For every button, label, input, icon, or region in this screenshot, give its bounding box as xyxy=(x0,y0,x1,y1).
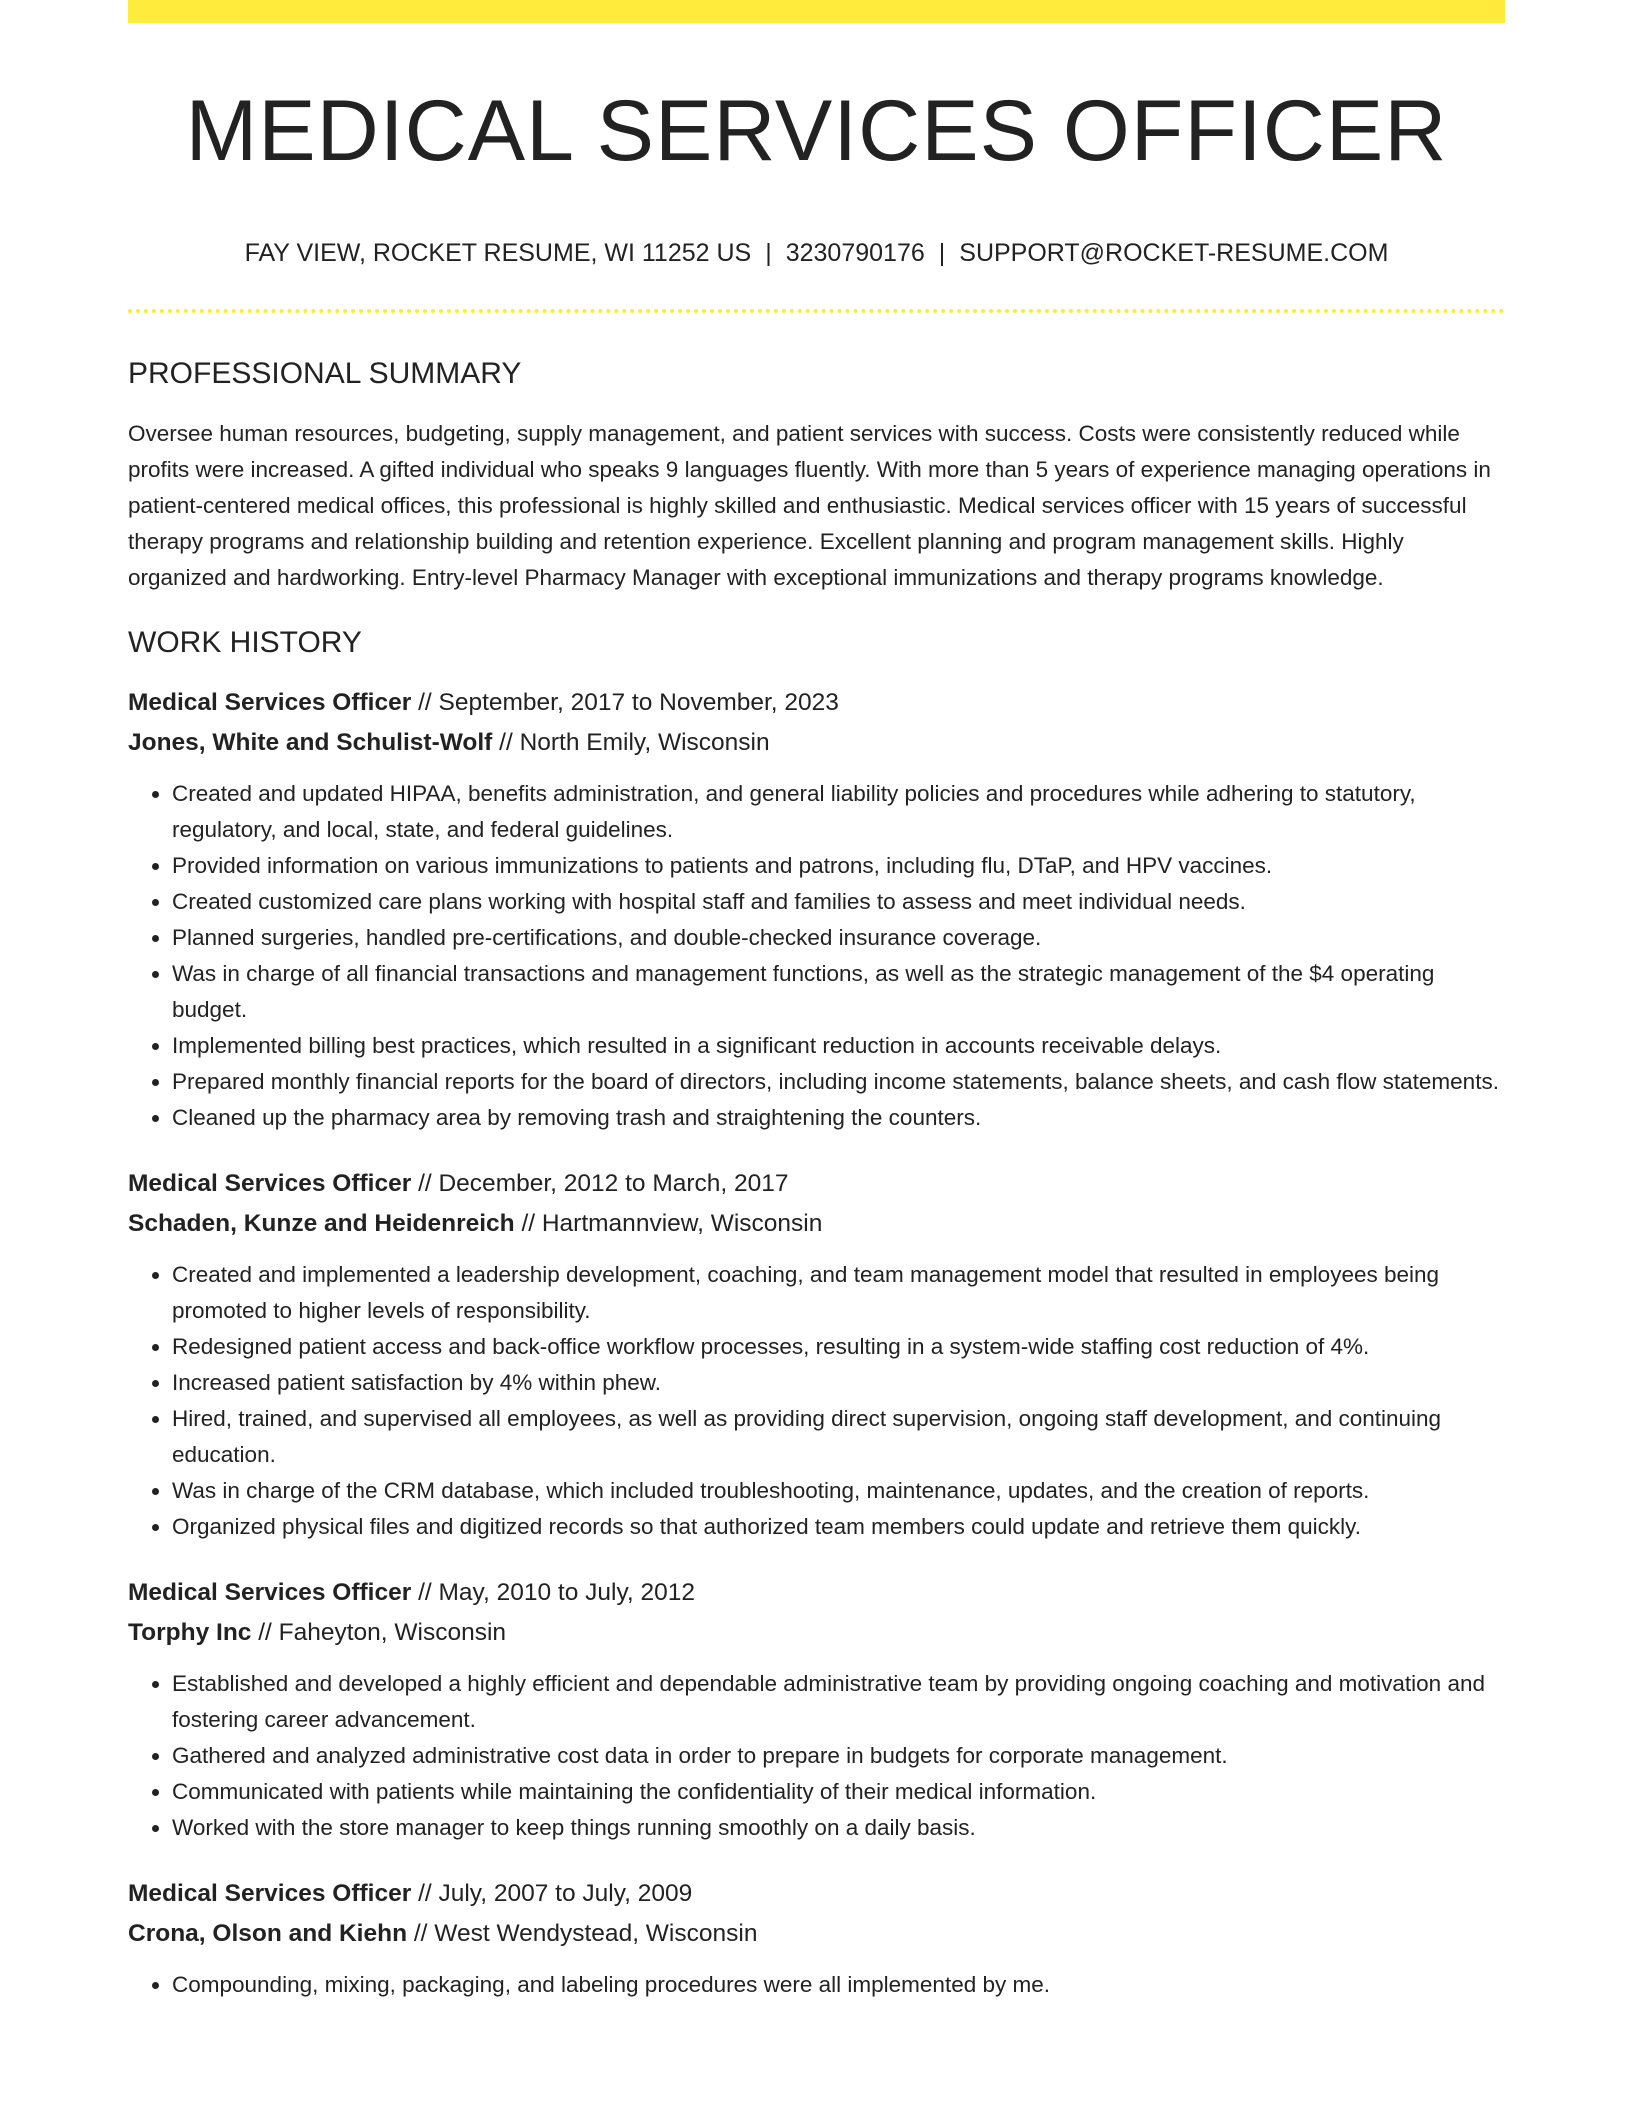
job-bullet: • Cleaned up the pharmacy area by removing trash and straightening the counters. xyxy=(172,1100,1505,1136)
job-dates: // May, 2010 to July, 2012 xyxy=(411,1579,695,1606)
job-bullet: • Created customized care plans working with hospital staff and families to assess and meet individual needs. xyxy=(172,884,1505,920)
job-bullet: • Compounding, mixing, packaging, and labeling procedures were all implemented by me. xyxy=(172,1967,1505,2003)
job-role-line xyxy=(128,683,1505,723)
job-dates: // September, 2017 to November, 2023 xyxy=(411,689,839,716)
job-entry xyxy=(128,1874,1505,2003)
contact-separator: | xyxy=(765,239,772,267)
job-bullet: • Hired, trained, and supervised all employees, as well as providing direct supervision, ongoing staff development, and continuing education. xyxy=(172,1401,1505,1473)
job-entry xyxy=(128,1164,1505,1545)
job-role: Medical Services Officer xyxy=(128,689,412,716)
contact-separator: | xyxy=(938,239,946,267)
job-bullet: • Planned surgeries, handled pre-certifications, and double-checked insurance coverage. xyxy=(172,920,1505,956)
job-bullet: • Communicated with patients while maintaining the confidentiality of their medical information. xyxy=(172,1774,1505,1810)
job-bullets xyxy=(128,1257,1505,1545)
job-bullet: • Redesigned patient access and back-office workflow processes, resulting in a system-wide staffing cost reduction of 4%. xyxy=(172,1329,1505,1365)
candidate-title: MEDICAL SERVICES OFFICER xyxy=(185,83,1448,179)
job-bullet: • Established and developed a highly efficient and dependable administrative team by providing ongoing coaching and motivation and fostering career advancement. xyxy=(172,1666,1505,1738)
dotted-divider xyxy=(128,309,1505,313)
job-role: Medical Services Officer xyxy=(128,1170,412,1197)
contact-address: FAY VIEW, ROCKET RESUME, WI 11252 US xyxy=(244,239,752,267)
job-bullet: • Provided information on various immunizations to patients and patrons, including flu, DTaP, and HPV vaccines. xyxy=(172,848,1505,884)
job-dates: // July, 2007 to July, 2009 xyxy=(411,1880,693,1907)
resume-page xyxy=(128,0,1505,2003)
job-company: Schaden, Kunze and Heidenreich xyxy=(128,1210,515,1237)
job-dates: // December, 2012 to March, 2017 xyxy=(411,1170,789,1197)
job-company-line xyxy=(128,1613,1505,1653)
summary-text: Oversee human resources, budgeting, supply management, and patient services with success. Costs were consistently reduced while profits were increased. A gifted individual who speaks 9 languages fluently. With more than 5 years of experience managing operations in patient-centered medical offices, this professional is highly skilled and enthusiastic. Medical services officer with 15 years of successful therapy programs and relationship building and retention experience. Excellent planning and program management skills. Highly organized and hardworking. Entry-level Pharmacy Manager with exceptional immunizations and therapy programs knowledge. xyxy=(128,421,1491,590)
job-company: Torphy Inc xyxy=(128,1619,252,1646)
job-role-line xyxy=(128,1573,1505,1613)
job-bullet: • Prepared monthly financial reports for the board of directors, including income statements, balance sheets, and cash flow statements. xyxy=(172,1064,1505,1100)
contact-phone: 3230790176 xyxy=(785,239,925,267)
job-bullet: • Increased patient satisfaction by 4% within phew. xyxy=(172,1365,1505,1401)
job-bullets xyxy=(128,1666,1505,1846)
job-bullet: • Worked with the store manager to keep things running smoothly on a daily basis. xyxy=(172,1810,1505,1846)
contact-line xyxy=(128,238,1505,268)
job-bullet: • Was in charge of all financial transactions and management functions, as well as the strategic management of the $4 operating budget. xyxy=(172,956,1505,1028)
job-location: // West Wendystead, Wisconsin xyxy=(407,1920,758,1947)
job-role-line xyxy=(128,1874,1505,1914)
job-bullets xyxy=(128,776,1505,1136)
contact-email: SUPPORT@ROCKET-RESUME.COM xyxy=(959,239,1389,267)
job-company-line xyxy=(128,1204,1505,1244)
job-company-line xyxy=(128,723,1505,763)
job-company: Crona, Olson and Kiehn xyxy=(128,1920,408,1947)
job-role-line xyxy=(128,1164,1505,1204)
job-bullet: • Created and implemented a leadership development, coaching, and team management model that resulted in employees being promoted to higher levels of responsibility. xyxy=(172,1257,1505,1329)
job-bullet: • Was in charge of the CRM database, which included troubleshooting, maintenance, updates, and the creation of reports. xyxy=(172,1473,1505,1509)
job-entry xyxy=(128,683,1505,1136)
job-location: // North Emily, Wisconsin xyxy=(492,729,770,756)
summary-heading: PROFESSIONAL SUMMARY xyxy=(128,357,522,390)
work-history-heading: WORK HISTORY xyxy=(128,626,362,659)
job-bullet: • Organized physical files and digitized records so that authorized team members could update and retrieve them quickly. xyxy=(172,1509,1505,1545)
accent-bar xyxy=(128,0,1505,23)
job-company: Jones, White and Schulist-Wolf xyxy=(128,729,493,756)
job-location: // Faheyton, Wisconsin xyxy=(251,1619,507,1646)
job-location: // Hartmannview, Wisconsin xyxy=(514,1210,823,1237)
job-company-line xyxy=(128,1914,1505,1954)
job-role: Medical Services Officer xyxy=(128,1880,412,1907)
job-entry xyxy=(128,1573,1505,1846)
job-bullet: • Gathered and analyzed administrative cost data in order to prepare in budgets for corporate management. xyxy=(172,1738,1505,1774)
job-role: Medical Services Officer xyxy=(128,1579,412,1606)
job-bullet: • Created and updated HIPAA, benefits administration, and general liability policies and procedures while adhering to statutory, regulatory, and local, state, and federal guidelines. xyxy=(172,776,1505,848)
job-bullets xyxy=(128,1967,1505,2003)
job-bullet: • Implemented billing best practices, which resulted in a significant reduction in accounts receivable delays. xyxy=(172,1028,1505,1064)
